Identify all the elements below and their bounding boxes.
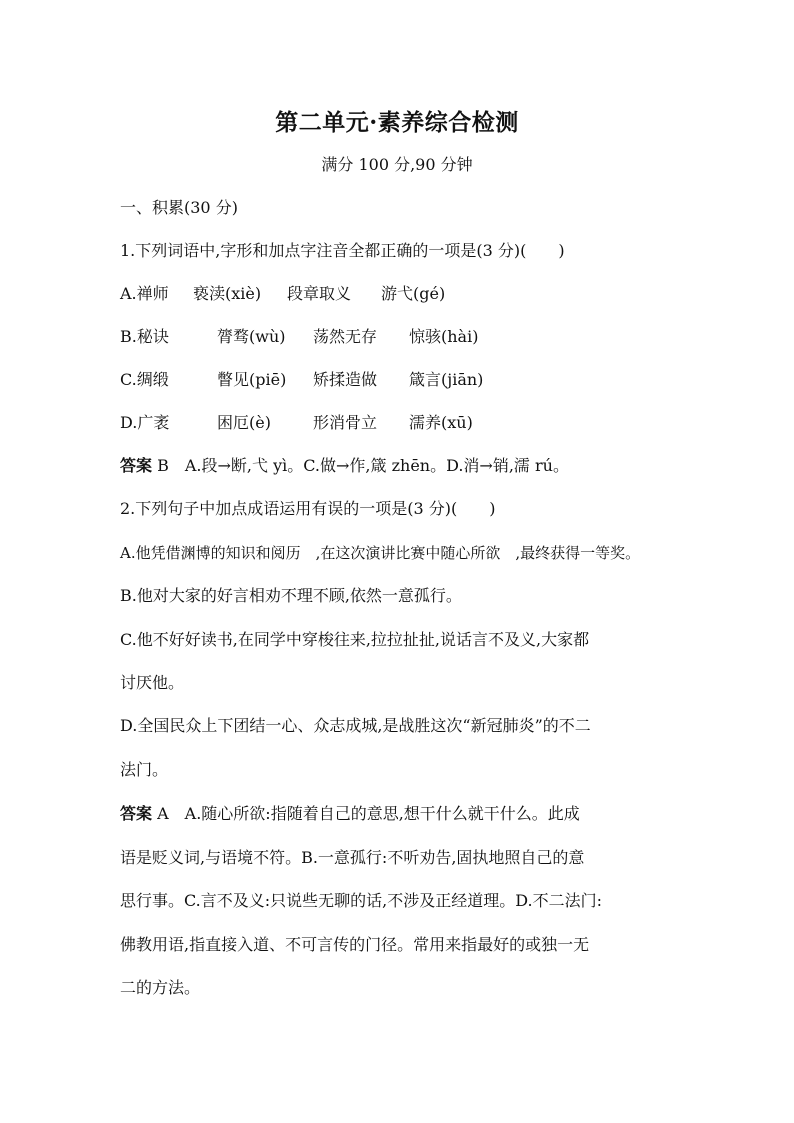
q1-option-c-word4: 箴言(jiān) bbox=[409, 370, 484, 389]
q1-option-a-word1: A.禅师 bbox=[120, 284, 169, 303]
q2-option-c-line2: 讨厌他。 bbox=[120, 673, 185, 692]
q2-answer-line5: 二的方法。 bbox=[120, 978, 201, 997]
q1-option-b-word2: 膂骛(wù) bbox=[217, 327, 286, 346]
q1-answer-label: 答案 bbox=[120, 456, 153, 475]
q1-option-b-word1: B.秘诀 bbox=[120, 327, 169, 346]
q2-option-d-line2: 法门。 bbox=[120, 760, 169, 779]
q2-option-d-line1: D.全国民众上下团结一心、众志成城,是战胜这次“新冠肺炎”的不二 bbox=[120, 716, 591, 735]
question-1-stem: 1.下列词语中,字形和加点字注音全都正确的一项是(3 分)( ) bbox=[120, 241, 565, 260]
section-heading: 一、积累(30 分) bbox=[120, 198, 238, 217]
page-subtitle: 满分 100 分,90 分钟 bbox=[321, 155, 473, 174]
q2-option-c-line1: C.他不好好读书,在同学中穿梭往来,拉拉扯扯,说话言不及义,大家都 bbox=[120, 630, 590, 649]
q1-answer-text: B A.段→断,弋 yì。C.做→作,箴 zhēn。D.消→销,濡 rú。 bbox=[157, 456, 569, 475]
q1-option-c-word1: C.绸缎 bbox=[120, 370, 169, 389]
q1-option-d-word3: 形消骨立 bbox=[313, 413, 378, 432]
q1-option-b-word4: 惊骇(hài) bbox=[409, 327, 479, 346]
q1-option-d-word1: D.广袤 bbox=[120, 413, 170, 432]
q1-option-c-word2: 瞥见(piē) bbox=[217, 370, 287, 389]
q2-answer-line4: 佛教用语,指直接入道、不可言传的门径。常用来指最好的或独一无 bbox=[120, 935, 590, 954]
q2-answer-text-1: A A.随心所欲:指随着自己的意思,想干什么就干什么。此成 bbox=[157, 804, 580, 823]
q1-option-b-word3: 荡然无存 bbox=[313, 327, 378, 346]
q2-option-b: B.他对大家的好言相劝不理不顾,依然一意孤行。 bbox=[120, 586, 462, 605]
question-2-stem: 2.下列句子中加点成语运用有误的一项是(3 分)( ) bbox=[120, 499, 496, 518]
q2-answer-line3: 思行事。C.言不及义:只说些无聊的话,不涉及正经道理。D.不二法门: bbox=[120, 891, 602, 910]
q1-option-a-word3: 段章取义 bbox=[287, 284, 352, 303]
q1-answer bbox=[120, 456, 569, 476]
q2-answer-line1 bbox=[120, 804, 580, 824]
q1-option-a-word2: 亵渎(xiè) bbox=[193, 284, 262, 303]
q2-answer-label: 答案 bbox=[120, 804, 153, 823]
q1-option-a-word4: 游弋(gé) bbox=[381, 284, 446, 303]
q1-option-d-word4: 濡养(xū) bbox=[409, 413, 473, 432]
q1-option-c-word3: 矫揉造做 bbox=[313, 370, 378, 389]
q2-answer-line2: 语是贬义词,与语境不符。B.一意孤行:不听劝告,固执地照自己的意 bbox=[120, 848, 585, 867]
q2-option-a: A.他凭借渊博的知识和阅历 ,在这次演讲比赛中随心所欲 ,最终获得一等奖。 bbox=[120, 544, 641, 562]
q1-option-d-word2: 困厄(è) bbox=[217, 413, 271, 432]
page-title: 第二单元·素养综合检测 bbox=[275, 109, 519, 136]
